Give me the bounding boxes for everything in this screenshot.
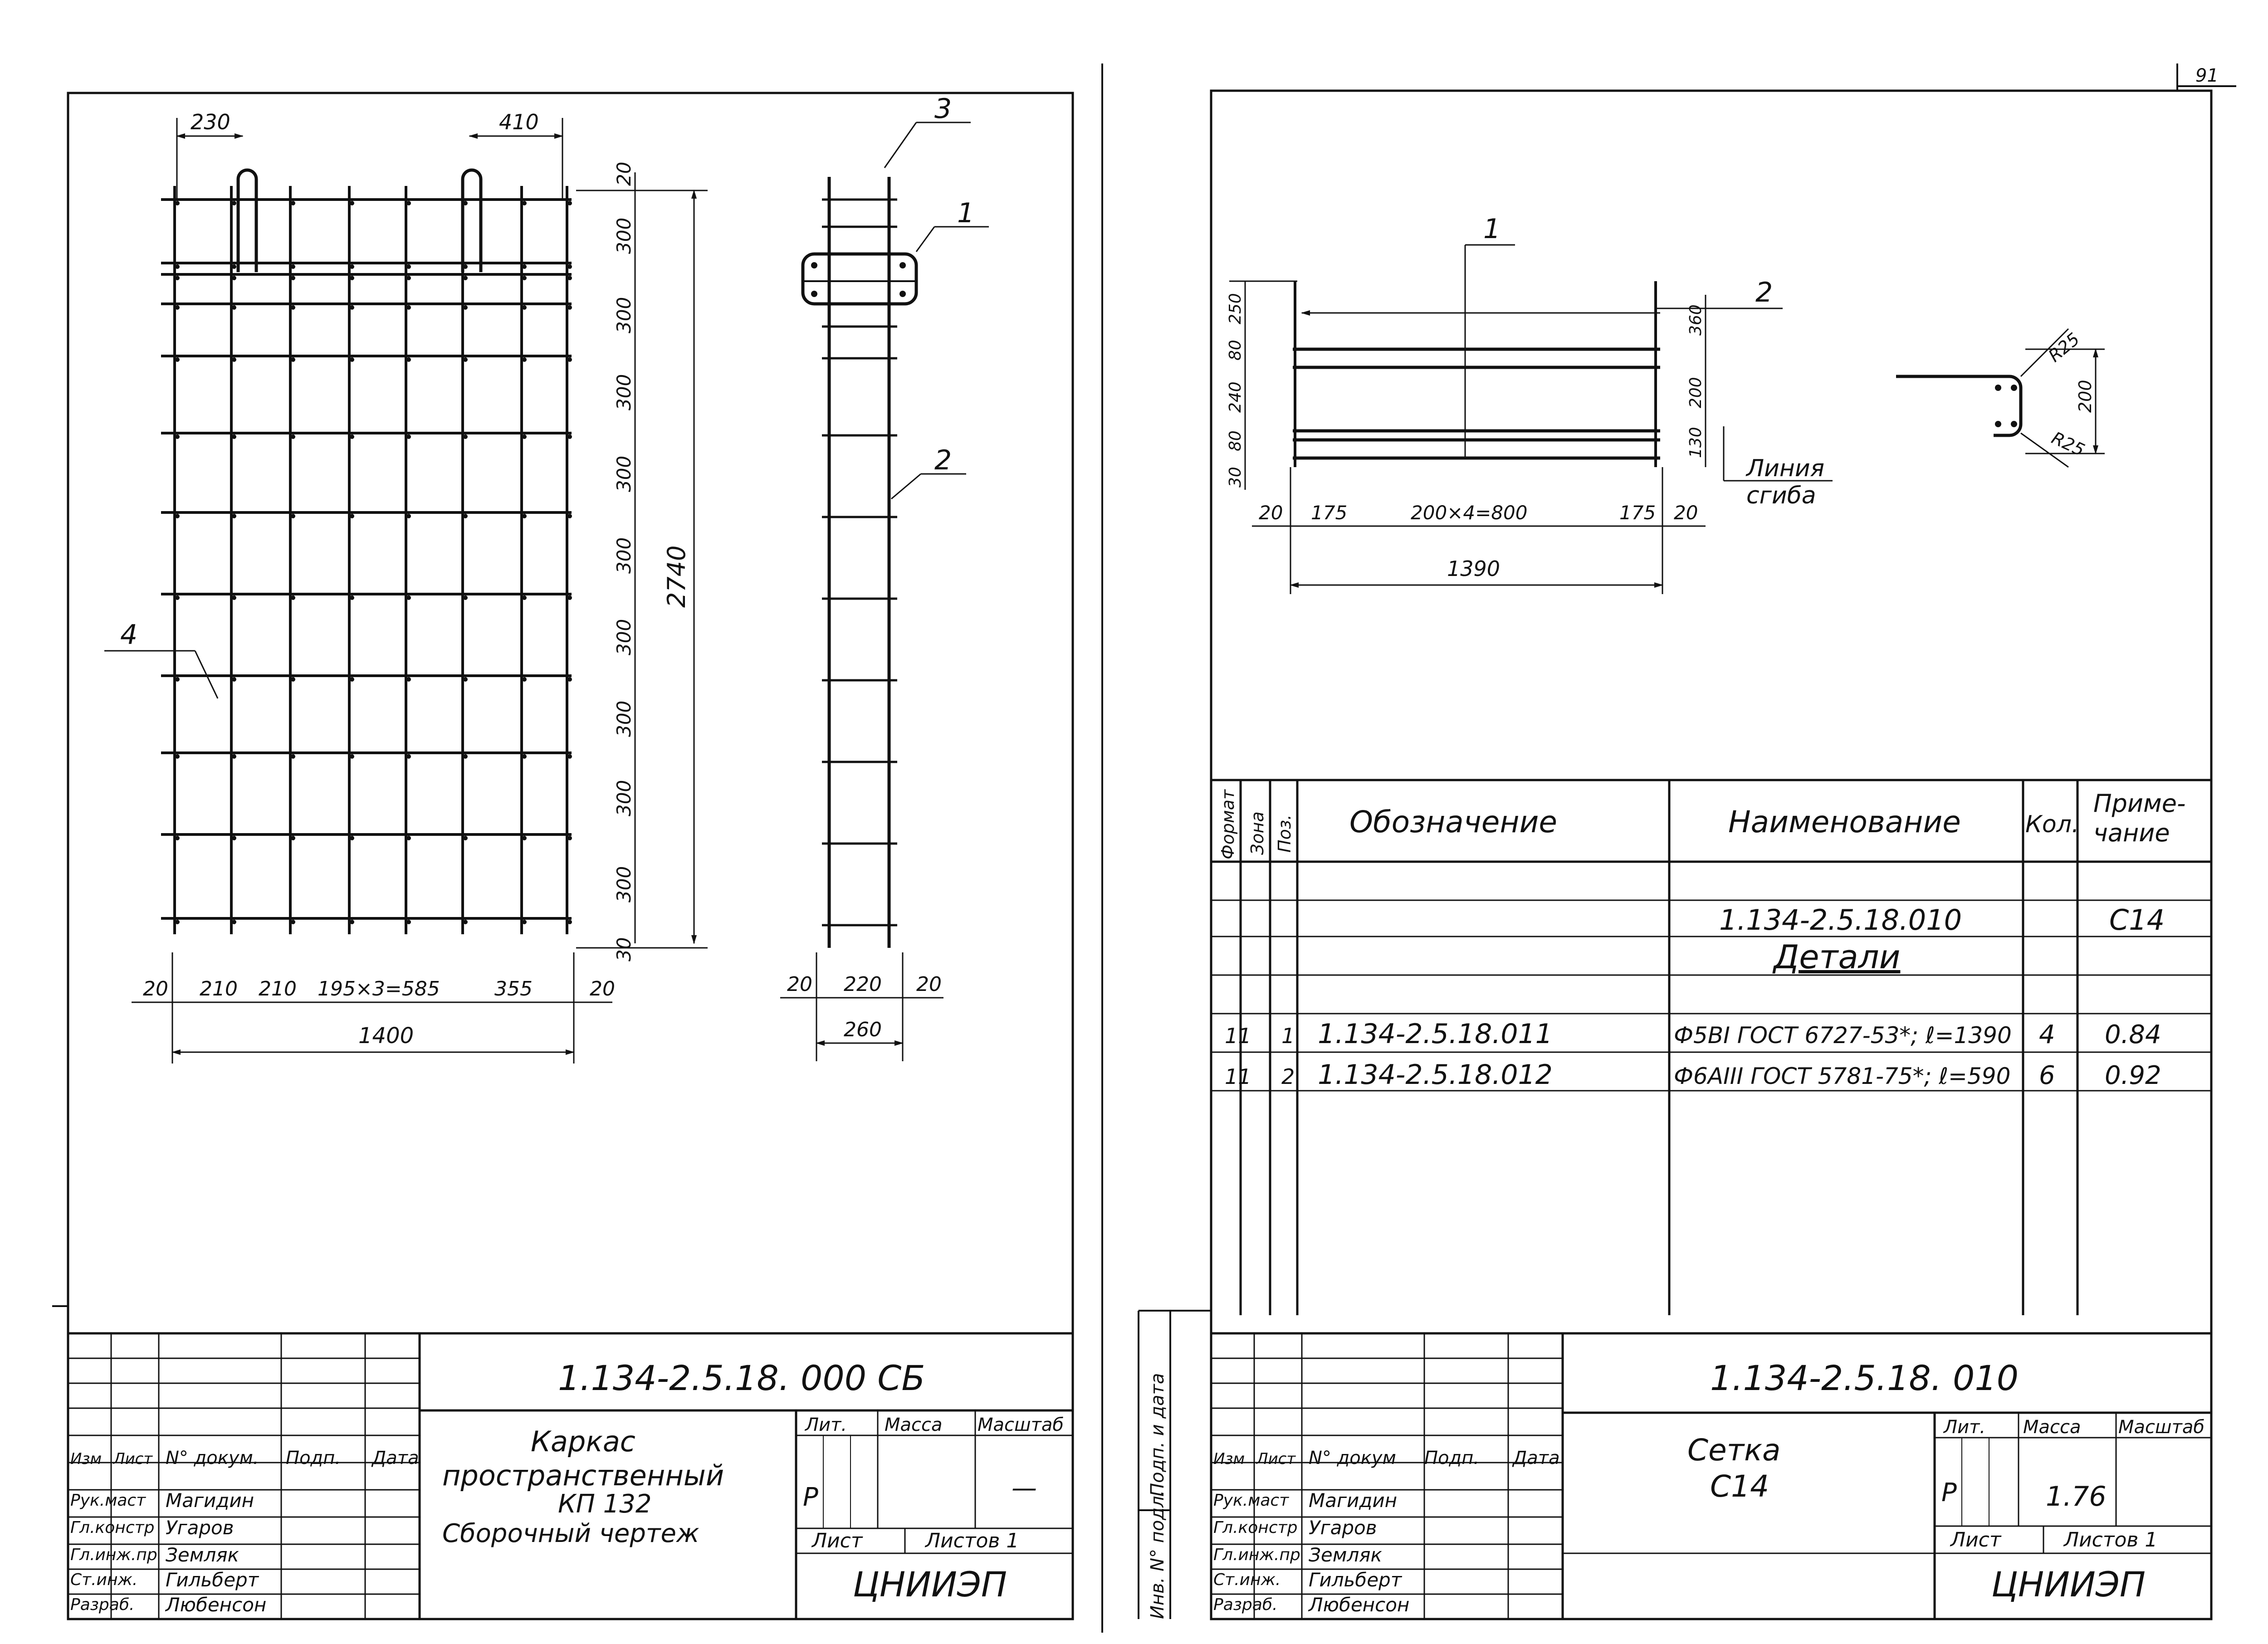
right-mass-label: Масса [2023,1417,2081,1438]
side-dim-220: 220 [844,973,882,996]
weld-point [522,677,527,682]
weld-point [350,276,354,280]
vertical-segment-label: 300 [613,866,635,902]
weld-point [232,201,236,205]
right-lit-label: Лит. [1944,1417,1986,1438]
plan-bottom-800: 200×4=800 [1411,502,1528,524]
weld-point [406,920,411,924]
left-staff-role: Гл.инж.пр [70,1546,157,1564]
weld-point [406,754,411,759]
weld-point [232,305,236,310]
spec-assembly-code: 1.134-2.5.18.010 [1719,903,1962,937]
weld-point [350,836,354,840]
left-lit-value: Р [803,1483,818,1512]
spec-cell-qty: 4 [2039,1020,2055,1049]
weld-point [175,677,180,682]
vertical-segment-label: 20 [613,161,635,186]
right-scale-label: Масштаб [2118,1417,2205,1438]
weld-point [522,276,527,280]
bend-dim-200: 200 [2075,380,2095,413]
dim-bottom-585: 195×3=585 [318,977,440,1000]
right-staff-role: Гл.констр [1213,1518,1298,1537]
weld-point [232,276,236,280]
weld-point [406,357,411,362]
vertical-segment-label: 300 [613,780,635,816]
weld-point [291,514,295,518]
right-staff-role: Ст.инж. [1213,1571,1281,1589]
spec-col-designation: Обозначение [1349,805,1557,839]
weld-point [522,357,527,362]
weld-point [567,434,572,439]
right-sheet-label: Лист [1950,1528,2001,1551]
weld-point [567,201,572,205]
weld-point [232,920,236,924]
vertical-segment-label: 300 [613,374,635,410]
mesh-plan-view [1293,213,1783,467]
spec-cell-name: Ф6АIII ГОСТ 5781-75*; ℓ=590 [1674,1063,2011,1089]
weld-point [567,595,572,600]
weld-point [567,754,572,759]
spec-col-format: Формат [1218,789,1238,859]
right-lit-value: Р [1941,1478,1957,1507]
left-staff-name: Угаров [166,1517,234,1539]
plan-callout-2: 2 [1755,277,1773,308]
weld-point [232,836,236,840]
dim-bottom-210a: 210 [200,977,238,1000]
weld-point [350,357,354,362]
left-name-line-4: Сборочный чертеж [442,1519,699,1548]
weld-point [406,305,411,310]
left-col-sign: Подп. [286,1448,341,1468]
plan-total-width: 1390 [1447,556,1501,581]
weld-point [567,305,572,310]
weld-point [522,305,527,310]
weld-point [567,514,572,518]
left-staff-name: Магидин [166,1489,254,1512]
weld-point [175,434,180,439]
left-designation: 1.134-2.5.18. 000 СБ [558,1358,925,1398]
dim-bottom-20b: 20 [590,977,615,1000]
left-col-izm: Изм [70,1450,102,1468]
weld-point [463,920,468,924]
right-col-doc: N° докум [1309,1448,1396,1468]
vertical-segment-label: 300 [613,297,635,333]
spec-cell-format: 11 [1225,1024,1251,1048]
weld-point [175,264,180,269]
left-col-doc: N° докум. [166,1448,259,1468]
spec-cell-designation: 1.134-2.5.18.011 [1318,1018,1553,1050]
right-name-line-2: С14 [1710,1469,1769,1504]
weld-point [350,201,354,205]
weld-point [406,677,411,682]
callout-4: 4 [120,619,138,651]
bend-r25-bottom: R25 [2048,428,2088,460]
dim-bottom-20a: 20 [143,977,168,1000]
plan-dim-80b: 80 [1226,430,1245,451]
weld-point [232,677,236,682]
weld-point [522,836,527,840]
bend-label-line-2: сгиба [1746,482,1816,509]
weld-point [522,514,527,518]
right-staff-name: Земляк [1309,1544,1382,1566]
plan-dim-240: 240 [1226,381,1245,413]
plan-dim-130: 130 [1686,427,1705,458]
mesh-side-view [803,177,916,948]
left-sheets-label: Листов 1 [925,1529,1019,1552]
left-staff-name: Гильберт [166,1569,259,1591]
spec-assembly-note: С14 [2109,903,2165,937]
weld-point [406,836,411,840]
weld-point [232,264,236,269]
weld-point [406,201,411,205]
left-staff-role: Гл.констр [70,1518,155,1537]
left-sheet [68,93,1073,1619]
vertical-segment-label: 300 [613,455,635,492]
weld-point [522,595,527,600]
right-staff-name: Угаров [1309,1517,1377,1539]
right-org: ЦНИИЭП [1991,1564,2146,1605]
plan-bottom-20b: 20 [1674,502,1698,524]
weld-point [567,920,572,924]
side-callout-leaders [885,122,989,499]
side-dimensions [780,952,943,1061]
left-col-list: Лист [113,1450,153,1468]
weld-point [406,434,411,439]
weld-point [522,920,527,924]
right-staff-role: Рук.маст [1213,1491,1289,1510]
plan-bottom-175a: 175 [1311,502,1348,524]
weld-point [567,677,572,682]
vertical-segment-labels [613,162,635,961]
left-scale-value: — [1012,1473,1037,1503]
spec-cell-designation: 1.134-2.5.18.012 [1318,1059,1553,1091]
plan-dim-360: 360 [1686,304,1705,336]
weld-point [463,836,468,840]
spec-col-zone: Зона [1247,811,1267,855]
lifting-loop-right [463,170,481,272]
weld-point [291,357,295,362]
bend-r25-top: R25 [2044,329,2084,366]
left-mass-label: Масса [885,1415,943,1435]
left-org: ЦНИИЭП [853,1564,1007,1605]
spec-col-note-2: чание [2093,819,2170,847]
weld-point [291,754,295,759]
callout-3: 3 [934,93,952,125]
dim-bottom-355: 355 [494,977,533,1000]
weld-point [350,264,354,269]
weld-point [350,595,354,600]
spec-col-qty: Кол. [2025,811,2079,838]
weld-point [406,264,411,269]
weld-point [350,514,354,518]
vertical-segment-label: 300 [613,217,635,254]
dim-total-height: 2740 [662,545,691,608]
weld-point [350,677,354,682]
vertical-segment-label: 30 [613,937,635,961]
left-name-line-2: пространственный [442,1459,724,1492]
weld-point [406,595,411,600]
spec-col-note-1: Приме- [2093,789,2186,818]
spec-cell-note: 0.92 [2105,1061,2161,1090]
right-name-line-1: Сетка [1687,1433,1781,1468]
weld-point [350,920,354,924]
right-mass-value: 1.76 [2046,1481,2107,1512]
right-col-list: Лист [1256,1450,1296,1468]
weld-point [406,514,411,518]
margin-inv-no: Инв. N° подл. [1147,1490,1168,1619]
weld-point [463,754,468,759]
weld-point [232,357,236,362]
spec-col-pos: Поз. [1275,814,1295,853]
left-sheet-label: Лист [812,1529,863,1552]
weld-point [175,920,180,924]
weld-point [175,276,180,280]
weld-point [463,276,468,280]
weld-point [175,595,180,600]
spec-cell-note: 0.84 [2105,1020,2161,1049]
spec-cell-pos: 2 [1281,1064,1295,1089]
right-col-date: Дата [1513,1448,1560,1468]
left-staff-role: Ст.инж. [70,1571,138,1589]
spec-col-name: Наименование [1728,805,1961,839]
callout-1: 1 [957,197,975,229]
left-title-block [68,1333,1073,1619]
weld-point [175,514,180,518]
plan-dim-80a: 80 [1226,340,1245,361]
right-staff-role: Гл.инж.пр [1213,1546,1300,1564]
weld-point [567,357,572,362]
weld-point [291,920,295,924]
vertical-segment-label: 300 [613,700,635,737]
weld-point [175,305,180,310]
weld-point [232,754,236,759]
left-name-line-1: Каркас [531,1425,635,1458]
weld-point [567,276,572,280]
lifting-loop-left [238,170,256,272]
page-number: 91 [2195,65,2219,86]
weld-point [291,264,295,269]
spec-cell-name: Ф5ВI ГОСТ 6727-53*; ℓ=1390 [1674,1022,2012,1049]
weld-point [522,264,527,269]
weld-point [175,201,180,205]
right-staff-name: Любенсон [1309,1594,1410,1616]
weld-point [291,305,295,310]
left-scale-label: Масштаб [978,1415,1064,1435]
dim-total-width: 1400 [358,1023,414,1049]
weld-point [522,201,527,205]
weld-point [567,836,572,840]
plan-bottom-175b: 175 [1619,502,1656,524]
callout-2: 2 [934,444,952,476]
dim-410: 410 [499,110,539,134]
right-staff-role: Разраб. [1213,1595,1278,1614]
weld-point [463,305,468,310]
left-staff-role: Разраб. [70,1595,135,1614]
right-designation: 1.134-2.5.18. 010 [1710,1358,2019,1398]
weld-point [232,595,236,600]
vertical-segment-label: 300 [613,537,635,574]
left-staff-name: Любенсон [166,1594,267,1616]
weld-point [522,754,527,759]
weld-point [291,677,295,682]
weld-point [463,514,468,518]
spec-cell-qty: 6 [2039,1061,2055,1090]
margin-sign-date: Подп. и дата [1147,1373,1168,1497]
left-name-line-3: КП 132 [558,1489,652,1519]
weld-point [463,595,468,600]
weld-point [291,201,295,205]
side-dim-20a: 20 [787,973,812,996]
plan-bottom-20a: 20 [1259,502,1283,524]
left-lit-label: Лит. [805,1415,847,1435]
weld-point [291,434,295,439]
left-col-date: Дата [372,1448,419,1468]
weld-point [175,754,180,759]
dim-bottom-210b: 210 [259,977,297,1000]
plan-right-dimensions [1706,295,1833,481]
vertical-segment-label: 300 [613,619,635,655]
left-staff-role: Рук.маст [70,1491,146,1510]
dim-230: 230 [191,110,230,134]
weld-point [291,836,295,840]
right-col-sign: Подп. [1424,1448,1480,1468]
spec-cell-format: 11 [1225,1064,1251,1089]
weld-point [522,434,527,439]
weld-point [463,357,468,362]
weld-point [567,264,572,269]
spec-table [1211,780,2211,1315]
weld-point [350,305,354,310]
weld-point [175,836,180,840]
spec-section-title: Детали [1774,938,1901,976]
weld-point [232,434,236,439]
right-sheet [1139,63,2236,1619]
weld-point [463,434,468,439]
spec-cell-pos: 1 [1281,1024,1295,1048]
right-staff-name: Магидин [1309,1489,1398,1512]
weld-point [463,677,468,682]
side-dim-total: 260 [844,1018,882,1041]
plan-dim-30: 30 [1226,467,1245,488]
bent-loop-section [803,254,916,304]
left-staff-name: Земляк [166,1544,239,1566]
side-dim-20b: 20 [916,973,942,996]
right-title-block [1139,1311,2211,1619]
weld-point [175,357,180,362]
weld-point [232,514,236,518]
mesh-front-view [161,170,572,934]
right-col-izm: Изм [1213,1450,1245,1468]
plan-dim-200: 200 [1686,377,1705,408]
plan-dim-250: 250 [1226,293,1245,324]
weld-point [350,434,354,439]
right-staff-name: Гильберт [1309,1569,1402,1591]
weld-point [406,276,411,280]
right-sheets-label: Листов 1 [2064,1528,2158,1551]
weld-point [291,595,295,600]
weld-point [350,754,354,759]
bend-label-line-1: Линия [1746,455,1824,482]
plan-callout-1: 1 [1483,213,1501,245]
weld-point [291,276,295,280]
